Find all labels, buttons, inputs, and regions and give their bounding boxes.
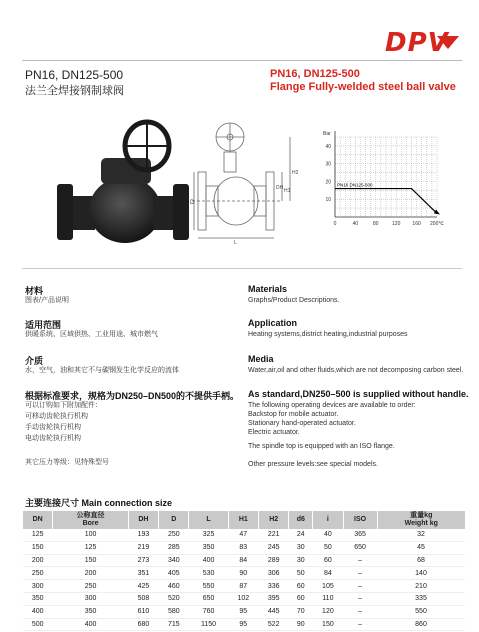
y-tick-label: 10 <box>325 197 331 204</box>
table-cell: 60 <box>289 580 313 593</box>
table-cell: 245 <box>259 541 289 554</box>
accessory-line-cn-1: 可以订购如下附加配件： <box>25 402 102 409</box>
table-cell: 715 <box>159 618 189 631</box>
table-cell: 350 <box>53 605 128 618</box>
table-row <box>23 567 466 580</box>
table-cell: – <box>343 580 377 593</box>
other-pressure-en: Other pressure levels:see special models. <box>248 461 378 468</box>
table-cell: 405 <box>159 567 189 580</box>
y-tick-label: 40 <box>325 143 331 150</box>
table-cell: 84 <box>313 567 343 580</box>
accessory-line-cn-3: 手动齿轮执行机构 <box>25 424 81 431</box>
table-cell: 306 <box>259 567 289 580</box>
table-cell: 83 <box>228 541 258 554</box>
column-header-label: L <box>206 516 211 523</box>
column-header-label: H2 <box>269 516 279 523</box>
table-row <box>23 554 466 567</box>
y-axis-label: Bar <box>323 131 331 137</box>
table-cell: 95 <box>228 618 258 631</box>
pressure-temperature-chart <box>305 125 465 230</box>
other-pressure-cn: 其它压力等级：见特殊型号 <box>25 459 109 466</box>
y-tick-label: 30 <box>325 161 331 168</box>
model-line-en: PN16, DN125-500 <box>270 68 360 80</box>
column-header-sublabel: Weight kg <box>404 520 438 527</box>
accessory-line-en-1: The following operating devices are available to order: <box>248 402 416 409</box>
column-header <box>189 511 228 529</box>
application-heading-en: Application <box>248 318 297 328</box>
table-cell: 90 <box>228 567 258 580</box>
column-header <box>377 511 465 529</box>
table-cell: 125 <box>23 529 53 541</box>
table-row <box>23 605 466 618</box>
application-heading-cn: 适用范围 <box>25 320 62 330</box>
right-flange <box>173 184 189 240</box>
table-cell: 150 <box>313 618 343 631</box>
table-cell: 273 <box>128 554 158 567</box>
label-d: D <box>190 200 195 206</box>
connection-size-table <box>22 511 465 631</box>
accessory-line-cn-2: 可移动齿轮执行机构 <box>25 413 88 420</box>
table-cell: 530 <box>189 567 228 580</box>
media-heading-en: Media <box>248 354 274 364</box>
table-cell: 300 <box>23 580 53 593</box>
table-cell: 445 <box>259 605 289 618</box>
valve-body <box>89 177 161 243</box>
materials-heading-cn: 材料 <box>25 286 44 296</box>
column-header-label: 公称直径 <box>76 512 105 519</box>
table-cell: 350 <box>189 541 228 554</box>
table-cell: 30 <box>289 554 313 567</box>
column-header-label: i <box>326 516 329 523</box>
table-cell: 500 <box>23 618 53 631</box>
table-cell: 350 <box>23 592 53 605</box>
materials-heading-en: Materials <box>248 284 288 294</box>
iso-flange-note-en: The spindle top is equipped with an ISO flange. <box>248 443 395 450</box>
column-header-sublabel: Bore <box>82 520 99 527</box>
dimension-drawing <box>190 112 300 247</box>
table-cell: 550 <box>377 605 465 618</box>
table-row <box>23 580 466 593</box>
table-cell: 760 <box>189 605 228 618</box>
table-cell: 125 <box>53 541 128 554</box>
table-cell: 610 <box>128 605 158 618</box>
column-header <box>289 511 313 529</box>
table-title: 主要连接尺寸 Main connection size <box>25 498 173 508</box>
table-cell: 522 <box>259 618 289 631</box>
table-cell: 1150 <box>189 618 228 631</box>
table-cell: 680 <box>128 618 158 631</box>
table-cell: 550 <box>189 580 228 593</box>
table-cell: 150 <box>53 554 128 567</box>
column-header-label: H1 <box>238 516 248 523</box>
table-cell: 100 <box>53 529 128 541</box>
section-divider <box>22 268 462 269</box>
column-header <box>343 511 377 529</box>
materials-text-cn: 图表/产品说明 <box>25 297 69 304</box>
table-cell: 68 <box>377 554 465 567</box>
table-body <box>23 529 466 631</box>
table-row <box>23 529 466 541</box>
column-header-label: 重量kg <box>410 512 433 519</box>
table-cell: 140 <box>377 567 465 580</box>
table-cell: 425 <box>128 580 158 593</box>
logo-triangle-icon <box>437 36 459 49</box>
table-row <box>23 541 466 554</box>
x-tick-label: 40 <box>352 221 359 227</box>
x-tick-label: 160 <box>412 221 421 227</box>
table-cell: 50 <box>313 541 343 554</box>
x-tick-label: 80 <box>373 221 379 227</box>
column-header <box>313 511 343 529</box>
table-cell: 95 <box>228 605 258 618</box>
table-cell: 102 <box>228 592 258 605</box>
column-header-label: ISO <box>354 516 367 523</box>
accessory-line-en-3: Stationary hand-operated actuator. <box>248 420 356 427</box>
table-cell: 32 <box>377 529 465 541</box>
table-cell: 219 <box>128 541 158 554</box>
table-cell: 250 <box>23 567 53 580</box>
materials-text-en: Graphs/Product Descriptions. <box>248 297 340 304</box>
column-header-label: DH <box>138 516 149 523</box>
table-cell: 60 <box>289 592 313 605</box>
table-cell: 250 <box>159 529 189 541</box>
table-cell: 300 <box>53 592 128 605</box>
application-text-en: Heating systems,district heating,industrial purposes <box>248 331 408 338</box>
media-text-en: Water,air,oil and other fluids,which are not decomposing carbon steel. <box>248 367 464 374</box>
accessory-line-cn-4: 电动齿轮执行机构 <box>25 435 81 442</box>
table-cell: 40 <box>313 529 343 541</box>
series-label: PN16 DN125-500 <box>337 182 373 188</box>
table-cell: 120 <box>313 605 343 618</box>
table-cell: 325 <box>189 529 228 541</box>
accessory-line-en-2: Backstop for mobile actuator. <box>248 411 339 418</box>
column-header <box>228 511 258 529</box>
table-row <box>23 592 466 605</box>
table-cell: 395 <box>259 592 289 605</box>
table-cell: 110 <box>313 592 343 605</box>
table-cell: – <box>343 592 377 605</box>
right-pipe <box>153 196 175 230</box>
table-cell: 400 <box>53 618 128 631</box>
table-cell: 47 <box>228 529 258 541</box>
table-cell: 650 <box>343 541 377 554</box>
column-header <box>128 511 158 529</box>
series-arrowhead <box>434 209 440 214</box>
label-dh: DH <box>276 185 284 191</box>
media-heading-cn: 介质 <box>25 356 44 366</box>
product-name-en: Flange Fully-welded steel ball valve <box>270 81 456 93</box>
table-cell: 24 <box>289 529 313 541</box>
table-cell: 90 <box>289 618 313 631</box>
column-header-label: d6 <box>296 516 305 523</box>
table-cell: 84 <box>228 554 258 567</box>
media-text-cn: 水，空气，油和其它不与碳钢发生化学反应的流体 <box>25 367 179 374</box>
table-cell: 508 <box>128 592 158 605</box>
table-cell: 70 <box>289 605 313 618</box>
handle-note-heading-en: As standard,DN250–500 is supplied without handle. <box>248 389 469 399</box>
accessory-line-en-4: Electric actuator. <box>248 429 300 436</box>
application-text-cn: 供暖系统、区域供热、工业用途、城市燃气 <box>25 331 158 338</box>
table-cell: 650 <box>189 592 228 605</box>
table-cell: 150 <box>23 541 53 554</box>
column-header-label: DN <box>32 516 43 523</box>
table-cell: 351 <box>128 567 158 580</box>
table-header-row <box>23 511 466 529</box>
table-cell: 210 <box>377 580 465 593</box>
handle-note-heading-cn: 根据标准要求，规格为DN250–DN500的不提供手柄。 <box>25 391 240 401</box>
brand-logo: DPV <box>385 28 449 58</box>
table-cell: 336 <box>259 580 289 593</box>
table-cell: 221 <box>259 529 289 541</box>
drawing-ball <box>214 177 258 225</box>
x-tick-label: 200℃ <box>430 221 444 227</box>
column-header <box>53 511 128 529</box>
table-cell: 520 <box>159 592 189 605</box>
table-cell: 87 <box>228 580 258 593</box>
table-cell: 45 <box>377 541 465 554</box>
model-line: PN16, DN125-500 <box>25 68 124 82</box>
table-cell: 289 <box>259 554 289 567</box>
product-name-cn: 法兰全焊接钢制球阀 <box>25 85 124 97</box>
table-cell: 365 <box>343 529 377 541</box>
label-l: L <box>234 240 237 246</box>
table-cell: 580 <box>159 605 189 618</box>
x-tick-label: 120 <box>392 221 401 227</box>
table-cell: – <box>343 605 377 618</box>
table-cell: 285 <box>159 541 189 554</box>
table-cell: 335 <box>377 592 465 605</box>
column-header <box>259 511 289 529</box>
table-cell: – <box>343 554 377 567</box>
table-cell: 60 <box>313 554 343 567</box>
table-cell: 105 <box>313 580 343 593</box>
table-cell: 860 <box>377 618 465 631</box>
column-header <box>23 511 53 529</box>
table-cell: 200 <box>53 567 128 580</box>
valve-photo <box>55 118 195 248</box>
table-cell: 340 <box>159 554 189 567</box>
x-tick-label: 0 <box>333 221 337 227</box>
left-flange <box>57 184 73 240</box>
header-divider <box>22 60 462 61</box>
table-cell: 193 <box>128 529 158 541</box>
column-header <box>159 511 189 529</box>
table-cell: 460 <box>159 580 189 593</box>
label-h1: H1 <box>284 188 291 194</box>
y-tick-label: 20 <box>325 179 331 186</box>
table-cell: – <box>343 618 377 631</box>
table-cell: 50 <box>289 567 313 580</box>
table-cell: 250 <box>53 580 128 593</box>
column-header-label: D <box>171 516 177 523</box>
table-cell: 30 <box>289 541 313 554</box>
table-cell: 400 <box>23 605 53 618</box>
table-cell: 200 <box>23 554 53 567</box>
label-h2: H2 <box>292 170 299 176</box>
table-cell: 400 <box>189 554 228 567</box>
table-row <box>23 618 466 631</box>
table-cell: – <box>343 567 377 580</box>
